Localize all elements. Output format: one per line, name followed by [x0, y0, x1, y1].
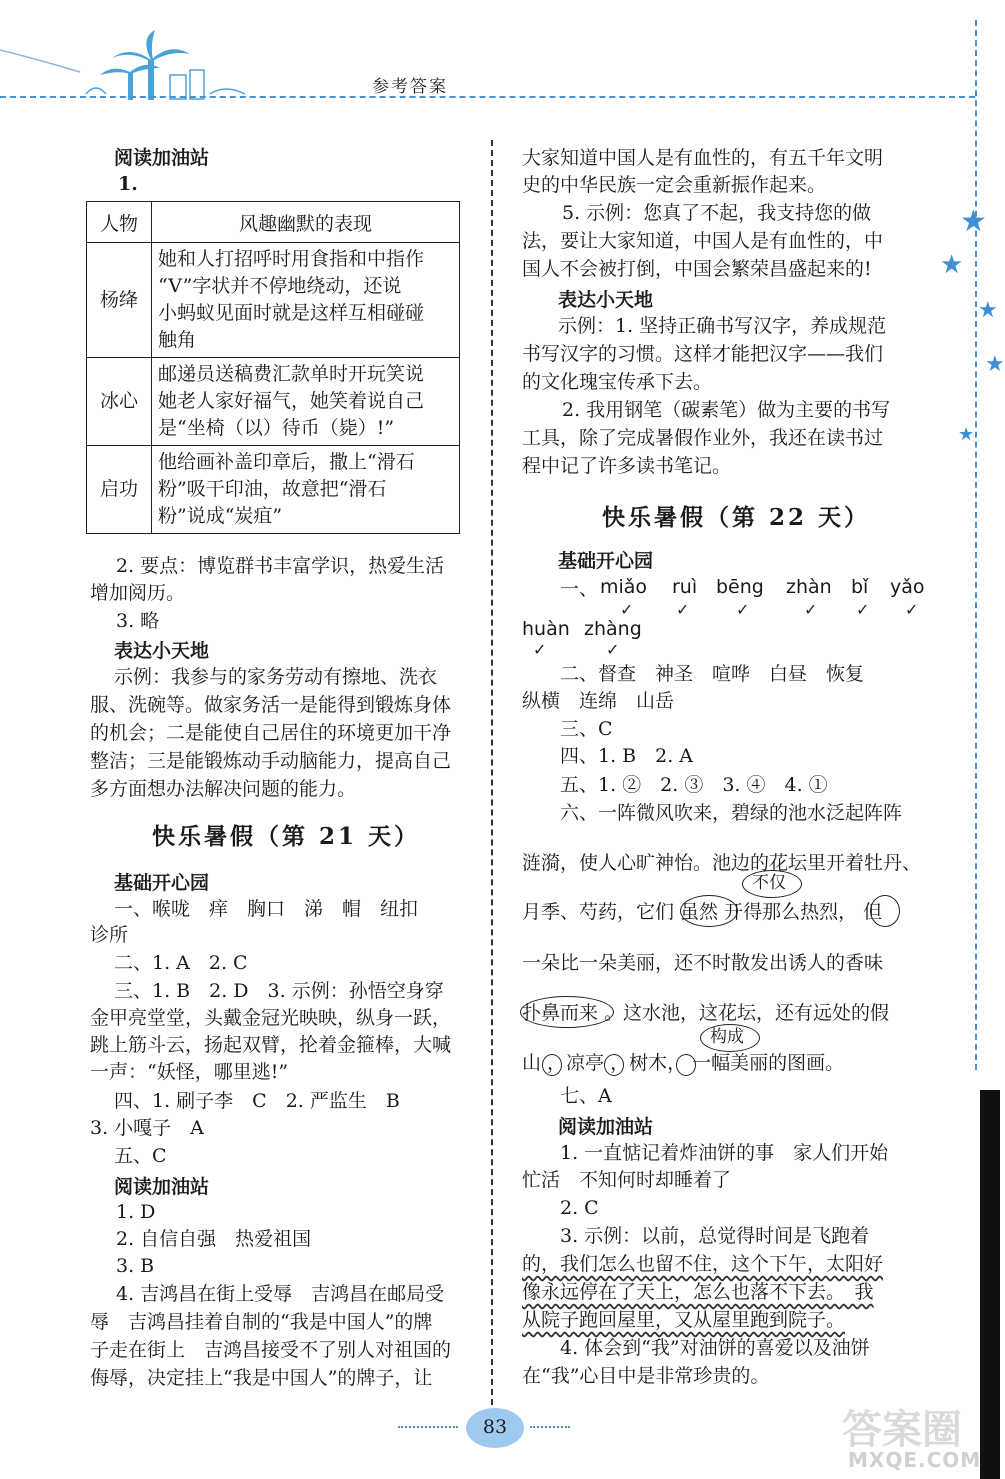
- answer-line: 3. 小嘎子 A: [90, 1117, 204, 1139]
- side-dashed-line: [975, 20, 977, 1070]
- table-cell-description: [152, 243, 460, 358]
- table-cell-person: 冰心: [87, 358, 152, 446]
- watermark-logo: 答案圈: [842, 1407, 962, 1453]
- inserted-word: 构成: [710, 1027, 744, 1047]
- answer-line: 七、A: [560, 1085, 612, 1107]
- check-icon: ✓: [804, 600, 818, 619]
- answer-line: 史的中华民族一定会重新振作起来。: [522, 174, 827, 196]
- table-header-row: [87, 202, 460, 243]
- answer-line: 的机会；二是能使自己居住的环境更加干净: [90, 722, 452, 744]
- answer-line: 涟漪，使人心旷神怡。池边的花坛里开着牡丹、: [522, 852, 922, 874]
- pinyin-prefix: 一、: [560, 578, 599, 600]
- answer-line: 2. 要点：博览群书丰富学识，热爱生活: [116, 555, 445, 577]
- answer-line: 书写汉字的习惯。这样才能把汉字——我们: [522, 343, 884, 365]
- underlined-line: 的，我们怎么也留不住，这个下午，太阳好: [522, 1253, 884, 1275]
- answer-line: 2. 自信自强 热爱祖国: [116, 1228, 312, 1250]
- cell-line: 触角: [158, 329, 197, 351]
- answer-line: 增加阅历。: [90, 582, 186, 604]
- answer-line: 1. D: [116, 1201, 156, 1223]
- check-icon: ✓: [676, 600, 690, 619]
- day-title: 快乐暑假（第 21 天）: [152, 823, 421, 850]
- answer-line: 五、1. ② 2. ③ 3. ④ 4. ①: [560, 774, 828, 796]
- star-icon: ★: [978, 298, 998, 323]
- section-heading: 阅读加油站: [114, 147, 210, 169]
- answer-line: 扑鼻而来 。这水池，这花坛，还有远处的假: [522, 1002, 890, 1024]
- answer-line: 法，要让大家知道，中国人是有血性的，中: [522, 230, 884, 252]
- answer-line: 一、喉咙 痒 胸口 涕 帽 纽扣: [114, 898, 419, 920]
- edit-circle: [680, 895, 738, 927]
- answer-line: 侮辱，决定挂上“我是中国人”的牌子，让: [90, 1367, 433, 1389]
- answer-line: 山 ，凉亭 ，树木， 一幅美丽的图画。: [522, 1052, 845, 1074]
- answer-line: 诊所: [90, 924, 129, 946]
- answer-table: [86, 201, 460, 534]
- cell-line: 她和人打招呼时用食指和中指作: [158, 248, 425, 270]
- edit-circle: [870, 895, 900, 927]
- cell-line: 邮递员送稿费汇款单时开玩笑说: [158, 363, 425, 385]
- answer-line: 跳上筋斗云，扬起双臂，抡着金箍棒，大喊: [90, 1034, 452, 1056]
- answer-line: 程中记了许多读书笔记。: [522, 455, 732, 477]
- underlined-line: 从院子跑回屋里，又从屋里跑到院子。: [522, 1309, 846, 1331]
- answer-line: 2. C: [560, 1197, 599, 1219]
- section-heading: 表达小天地: [558, 289, 654, 311]
- column-divider: [491, 140, 493, 1405]
- table-cell-person: 启功: [87, 446, 152, 534]
- edit-circle: [542, 1054, 562, 1076]
- check-icon: ✓: [533, 640, 547, 659]
- answer-line: 的文化瑰宝传承下去。: [522, 371, 713, 393]
- answer-line: 4. 体会到“我”对油饼的喜爱以及油饼: [560, 1337, 870, 1359]
- answer-line: 纵横 连绵 山岳: [522, 690, 675, 712]
- page-dots: [530, 1426, 570, 1428]
- check-icon: ✓: [606, 640, 620, 659]
- table-header: 风趣幽默的表现: [152, 202, 460, 243]
- section-heading: 阅读加油站: [114, 1176, 210, 1198]
- pinyin: zhàn: [786, 576, 832, 598]
- page-number: 83: [482, 1416, 508, 1438]
- answer-line: 3. 略: [116, 610, 160, 632]
- cell-line: “V”字状并不停地绕动，还说: [158, 275, 402, 297]
- answer-line: 子走在街上 吉鸿昌接受不了别人对祖国的: [90, 1339, 452, 1361]
- question-number: 1.: [118, 173, 138, 195]
- answer-line: 大家知道中国人是有血性的，有五千年文明: [522, 147, 884, 169]
- check-icon: ✓: [856, 600, 870, 619]
- check-icon: ✓: [620, 600, 634, 619]
- answer-line: 二、1. A 2. C: [114, 952, 248, 974]
- answer-line: 四、1. B 2. A: [560, 745, 694, 767]
- edit-circle: [676, 1054, 696, 1076]
- cell-line: 粉”说成“炭疽”: [158, 505, 283, 527]
- answer-line: 月季、芍药，它们 虽然 开得那么热烈， 但: [522, 901, 883, 923]
- table-cell-person: 杨绛: [87, 243, 152, 358]
- answer-line: 3. 示例：以前，总觉得时间是飞跑着: [560, 1225, 870, 1247]
- edit-circle: [604, 1054, 624, 1076]
- answer-line: 4. 吉鸿昌在街上受辱 吉鸿昌在邮局受: [116, 1283, 445, 1305]
- right-dark-strip: [980, 1090, 1000, 1479]
- pinyin: huàn: [522, 618, 570, 640]
- cell-line: 粉”吸干印油，故意把“滑石: [158, 478, 387, 500]
- pinyin: zhàng: [584, 618, 642, 640]
- pinyin: miǎo: [600, 576, 648, 598]
- star-icon: ★: [985, 352, 1005, 377]
- header-dashed-line: [0, 96, 975, 98]
- header-title: 参考答案: [372, 77, 448, 97]
- answer-line: 三、C: [560, 718, 613, 740]
- answer-line: 一声：“妖怪，哪里逃!”: [90, 1061, 289, 1083]
- star-icon: ★: [960, 204, 987, 239]
- answer-line: 一朵比一朵美丽，还不时散发出诱人的香味: [522, 952, 884, 974]
- table-cell-description: [152, 446, 460, 534]
- table-cell-description: [152, 358, 460, 446]
- edit-circle: [520, 996, 614, 1028]
- answer-line: 三、1. B 2. D 3. 示例：孙悟空身穿: [114, 980, 444, 1002]
- table-row: [87, 446, 460, 534]
- section-heading: 基础开心园: [114, 872, 210, 894]
- pinyin: bǐ: [851, 576, 869, 598]
- pinyin: yǎo: [890, 576, 925, 598]
- table-row: [87, 358, 460, 446]
- answer-line: 服、洗碗等。做家务活一是能得到锻炼身体: [90, 694, 452, 716]
- cell-line: 她老人家好福气，她笑着说自己: [158, 390, 425, 412]
- table-row: [87, 243, 460, 358]
- watermark-url: MXQE.COM: [848, 1448, 982, 1472]
- section-heading: 表达小天地: [114, 640, 210, 662]
- section-heading: 基础开心园: [558, 550, 654, 572]
- answer-line: 多方面想办法解决问题的能力。: [90, 778, 357, 800]
- check-icon: ✓: [736, 600, 750, 619]
- answer-line: 1. 一直惦记着炸油饼的事 家人们开始: [560, 1142, 889, 1164]
- answer-line: 二、督查 神圣 喧哗 白昼 恢复: [560, 663, 865, 685]
- answer-line: 3. B: [116, 1255, 155, 1277]
- cell-line: 小蚂蚁见面时就是这样互相碰碰: [158, 302, 425, 324]
- pinyin: ruì: [672, 576, 698, 598]
- pinyin: bēng: [716, 576, 764, 598]
- day-title: 快乐暑假（第 22 天）: [602, 504, 871, 531]
- star-icon: ★: [940, 250, 964, 280]
- page-dots: [398, 1426, 458, 1428]
- star-icon: ★: [958, 424, 975, 445]
- answer-line: 在“我”心目中是非常珍贵的。: [522, 1365, 770, 1387]
- answer-line: 国人不会被打倒，中国会繁荣昌盛起来的!: [522, 258, 872, 280]
- answer-line: 2. 我用钢笔（碳素笔）做为主要的书写: [562, 399, 891, 421]
- answer-line: 四、1. 刷子李 C 2. 严监生 B: [114, 1090, 400, 1112]
- answer-line: 示例：1. 坚持正确书写汉字，养成规范: [558, 315, 887, 337]
- answer-line: 5. 示例：您真了不起，我支持您的做: [562, 202, 872, 224]
- answer-line: 示例：我参与的家务劳动有擦地、洗衣: [114, 666, 438, 688]
- cell-line: 是“坐椅（以）待币（毙）!”: [158, 417, 395, 439]
- answer-line: 五、C: [114, 1145, 167, 1167]
- answer-line: 金甲亮堂堂，头戴金冠光映映，纵身一跃，: [90, 1007, 452, 1029]
- answer-line: 辱 吉鸿昌挂着自制的“我是中国人”的牌: [90, 1311, 433, 1333]
- section-heading: 阅读加油站: [558, 1116, 654, 1138]
- answer-line: 六、一阵微风吹来，碧绿的池水泛起阵阵: [560, 802, 903, 824]
- cell-line: 他给画补盖印章后，撒上“滑石: [158, 451, 415, 473]
- answer-line: 工具，除了完成暑假作业外，我还在读书过: [522, 427, 884, 449]
- check-icon: ✓: [905, 600, 919, 619]
- inserted-word: 不仅: [752, 873, 786, 893]
- answer-line: 忙活 不知何时却睡着了: [522, 1169, 732, 1191]
- answer-line: 整洁；三是能锻炼动手动脑能力，提高自己: [90, 750, 452, 772]
- table-header: 人物: [87, 202, 152, 243]
- underlined-line: 像永远停在了天上，怎么也落不下去。 我: [522, 1281, 874, 1303]
